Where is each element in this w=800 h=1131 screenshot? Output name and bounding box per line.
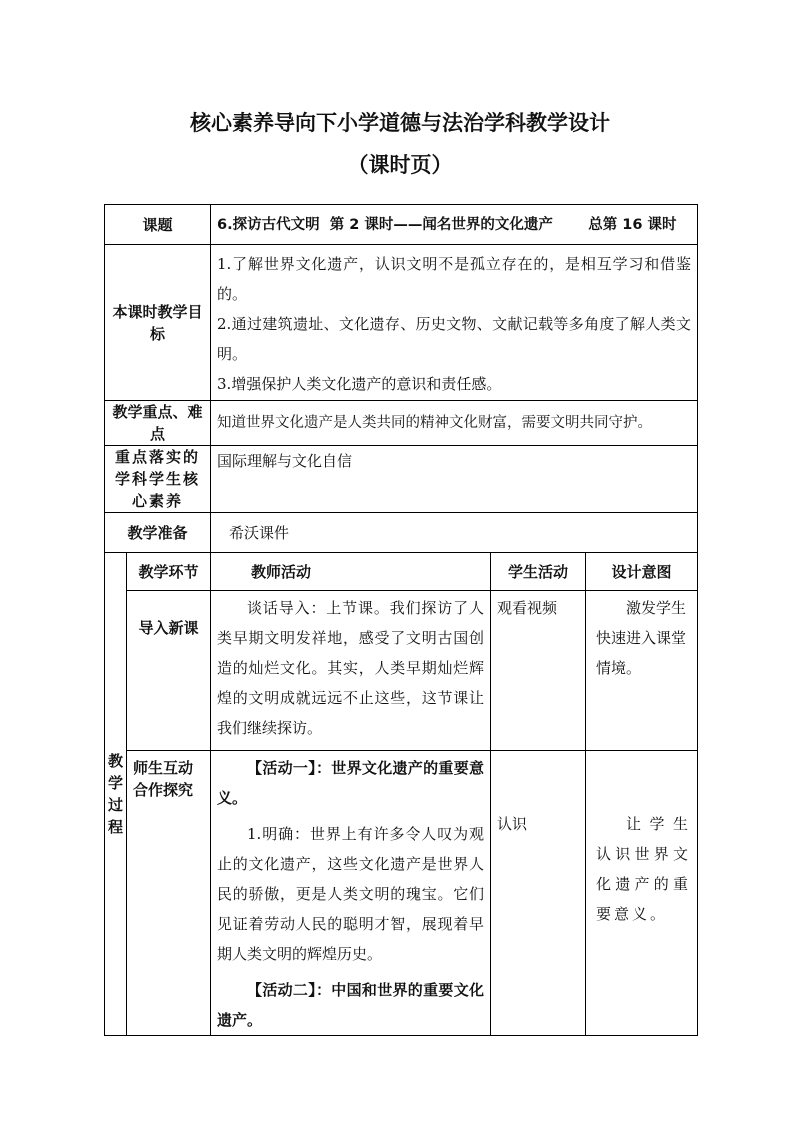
intro-student: 观看视频 xyxy=(491,591,586,751)
prep-value: 希沃课件 xyxy=(211,513,698,553)
course-label: 课题 xyxy=(105,205,211,245)
activity-two-heading: 【活动二】：中国和世界的重要文化遗产。 xyxy=(217,981,485,1029)
prep-row xyxy=(105,513,698,553)
key-points-row xyxy=(105,401,698,446)
objectives-label: 本课时教学目标 xyxy=(105,245,211,401)
course-row xyxy=(105,205,698,245)
header-student: 学生活动 xyxy=(491,553,586,591)
explore-intent: 让学生认识世界文化遗产的重要意义。 xyxy=(586,751,698,1036)
intro-intent: 激发学生快速进入课堂情境。 xyxy=(586,591,698,751)
activity-one-heading: 【活动一】：世界文化遗产的重要意义。 xyxy=(217,759,485,807)
objective-item: 2.通过建筑遗址、文化遗存、历史文物、文献记载等多角度了解人类文明。 xyxy=(217,315,692,363)
explore-teacher: 1.明确：世界上有许多令人叹为观止的文化遗产，这些文化遗产是世界人民的骄傲，更是人类文明的瑰宝。它们见证着劳动人民的聪明才智，展现着早期人类文明的辉煌历史。 xyxy=(217,825,485,963)
document-title: 核心素养导向下小学道德与法治学科教学设计 xyxy=(190,111,610,135)
key-points-value: 知道世界文化遗产是人类共同的精神文化财富，需要文明共同守护。 xyxy=(211,401,698,446)
header-stage: 教学环节 xyxy=(127,553,211,591)
header-teacher: 教师活动 xyxy=(211,553,491,591)
literacy-value: 国际理解与文化自信 xyxy=(211,446,698,513)
explore-student: 认识 xyxy=(491,751,586,1036)
course-value: 6.探访古代文明 第 2 课时——闻名世界的文化遗产 总第 16 课时 xyxy=(211,205,698,245)
explore-stage: 师生互动合作探究 xyxy=(127,751,211,1036)
prep-label: 教学准备 xyxy=(105,513,211,553)
intro-teacher: 谈话导入：上节课。我们探访了人类早期文明发祥地，感受了文明古国创造的灿烂文化。其实，人类早期灿烂辉煌的文明成就远远不止这些，这节课让我们继续探访。 xyxy=(211,591,491,751)
objectives-row xyxy=(105,245,698,401)
literacy-label: 重点落实的学科学生核心素养 xyxy=(105,446,211,513)
explore-row xyxy=(105,751,698,1036)
key-points-label: 教学重点、难点 xyxy=(105,401,211,446)
header-intent: 设计意图 xyxy=(586,553,698,591)
document-subtitle: （课时页） xyxy=(347,153,453,177)
objective-item: 3.增强保护人类文化遗产的意识和责任感。 xyxy=(217,375,502,393)
process-side-cell xyxy=(105,553,127,1036)
explore-teacher-cell xyxy=(211,751,491,1036)
process-header-row xyxy=(105,553,698,591)
objective-item: 1.了解世界文化遗产，认识文明不是孤立存在的，是相互学习和借鉴的。 xyxy=(217,255,692,303)
literacy-row xyxy=(105,446,698,513)
lesson-plan-table xyxy=(104,204,698,1036)
objectives-list xyxy=(211,245,698,401)
intro-stage: 导入新课 xyxy=(127,591,211,751)
intro-row xyxy=(105,591,698,751)
process-side-label: 教学过程 xyxy=(107,752,123,836)
